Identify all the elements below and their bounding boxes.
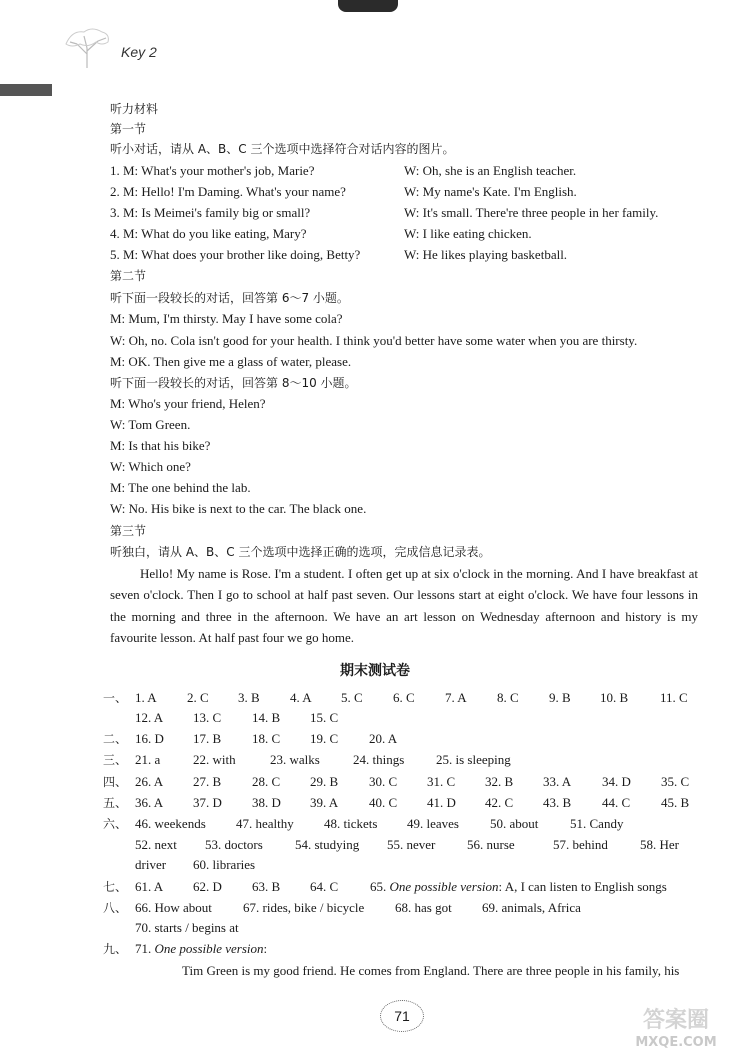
answer-item: 12. A xyxy=(135,710,164,725)
answer-item: 40. C xyxy=(369,795,398,810)
dialog-line: M: The one behind the lab. xyxy=(110,480,251,495)
section-label: 二、 xyxy=(103,732,128,746)
answer-item: 55. never xyxy=(387,837,436,852)
sec3-title: 第三节 xyxy=(110,524,147,538)
dialog-line: W: Tom Green. xyxy=(110,417,191,432)
answer-item: 66. How about xyxy=(135,900,212,915)
answer-item: 53. doctors xyxy=(205,837,263,852)
answer-item: 64. C xyxy=(310,879,339,894)
answer-item: 43. B xyxy=(543,795,572,810)
dialog-question: 1. M: What's your mother's job, Marie? xyxy=(110,163,315,178)
dialog-answer: W: My name's Kate. I'm English. xyxy=(404,184,577,199)
answer-item: 19. C xyxy=(310,731,339,746)
answer-item: 61. A xyxy=(135,879,164,894)
dialog-answer: W: It's small. There're three people in her family. xyxy=(404,205,659,220)
answer-item: driver xyxy=(135,857,167,872)
monologue-passage: Hello! My name is Rose. I'm a student. I often get up at six o'clock in the morning. And I have breakfast at seven o'clock. Then I go to school at half past seven. Our lessons start at eight o'clock. We have four lessons in the morning and three in the afternoon. We have an art lesson on Wednesday afternoon and history is my favourite lesson. At half past four we go home. xyxy=(110,566,698,646)
answer-item: 15. C xyxy=(310,710,339,725)
answer-item: 38. D xyxy=(252,795,281,810)
answer-item: 34. D xyxy=(602,774,631,789)
answer-item: 54. studying xyxy=(295,837,360,852)
answer-item: 36. A xyxy=(135,795,164,810)
section-label: 五、 xyxy=(103,796,128,810)
answer-item: 44. C xyxy=(602,795,631,810)
sec2-instruction-1: 听下面一段较长的对话，回答第 6～7 小题。 xyxy=(110,291,349,305)
dialog-line: W: Oh, no. Cola isn't good for your health. I think you'd better have some water when you are thirsty. xyxy=(110,333,638,348)
key-label: Key 2 xyxy=(121,44,157,60)
dialog-line: W: No. His bike is next to the car. The black one. xyxy=(110,501,367,516)
answer-item: 41. D xyxy=(427,795,456,810)
answer-item: 58. Her xyxy=(640,837,679,852)
answer-item-65: 65. One possible version: A, I can listen to English songs xyxy=(370,879,667,894)
answer-item: 28. C xyxy=(252,774,281,789)
answer-item: 21. a xyxy=(135,752,161,767)
answer-item: 50. about xyxy=(490,816,539,831)
tree-icon xyxy=(62,24,112,70)
answer-item: 49. leaves xyxy=(407,816,459,831)
answer-item: 29. B xyxy=(310,774,339,789)
dialog-answer: W: Oh, she is an English teacher. xyxy=(404,163,577,178)
exam-title: 期末测试卷 xyxy=(340,663,410,679)
section-label: 四、 xyxy=(103,775,128,789)
composition-passage: Tim Green is my good friend. He comes from England. There are three people in his family, his xyxy=(182,963,680,978)
answer-item: 51. Candy xyxy=(570,816,624,831)
page-number: 71 xyxy=(380,1000,424,1032)
left-tab-decoration xyxy=(0,84,52,96)
answer-item: 2. C xyxy=(187,690,209,705)
dialog-line: M: Mum, I'm thirsty. May I have some cola? xyxy=(110,311,343,326)
section-label: 三、 xyxy=(103,753,128,767)
sec2-instruction-2: 听下面一段较长的对话，回答第 8～10 小题。 xyxy=(110,376,357,390)
answer-item: 7. A xyxy=(445,690,467,705)
dialog-answer: W: He likes playing basketball. xyxy=(404,247,568,262)
answer-item: 35. C xyxy=(661,774,690,789)
answer-item: 1. A xyxy=(135,690,157,705)
answer-item: 70. starts / begins at xyxy=(135,920,239,935)
answer-item: 45. B xyxy=(661,795,690,810)
section-label: 八、 xyxy=(103,901,128,915)
dialog-line: M: Is that his bike? xyxy=(110,438,211,453)
answer-item: 16. D xyxy=(135,731,164,746)
answer-item: 56. nurse xyxy=(467,837,515,852)
dialog-question: 2. M: Hello! I'm Daming. What's your name? xyxy=(110,184,346,199)
dialog-line: M: OK. Then give me a glass of water, please. xyxy=(110,354,352,369)
dialog-question: 4. M: What do you like eating, Mary? xyxy=(110,226,307,241)
section-label: 一、 xyxy=(103,691,128,705)
answer-item: 27. B xyxy=(193,774,222,789)
answer-item: 47. healthy xyxy=(236,816,294,831)
answer-item: 37. D xyxy=(193,795,222,810)
listening-heading: 听力材料 xyxy=(110,102,159,116)
answer-item: 17. B xyxy=(193,731,222,746)
dialog-question: 5. M: What does your brother like doing, Betty? xyxy=(110,247,361,262)
answer-item: 11. C xyxy=(660,690,688,705)
dialog-line: W: Which one? xyxy=(110,459,191,474)
answer-item: 14. B xyxy=(252,710,281,725)
answer-item: 4. A xyxy=(290,690,312,705)
section-label: 九、 xyxy=(103,942,128,956)
dialog-question: 3. M: Is Meimei's family big or small? xyxy=(110,205,311,220)
answer-item: 9. B xyxy=(549,690,571,705)
answer-item: 8. C xyxy=(497,690,519,705)
answer-item: 5. C xyxy=(341,690,363,705)
sec3-instruction: 听独白，请从 A、B、C 三个选项中选择正确的选项，完成信息记录表。 xyxy=(110,545,491,559)
sec2-title: 第二节 xyxy=(110,269,147,283)
answer-item: 23. walks xyxy=(270,752,320,767)
answer-item: 3. B xyxy=(238,690,260,705)
section-label: 七、 xyxy=(103,880,128,894)
answer-item: 46. weekends xyxy=(135,816,206,831)
dialog-answer: W: I like eating chicken. xyxy=(404,226,532,241)
answer-item: 30. C xyxy=(369,774,398,789)
answer-item: 18. C xyxy=(252,731,281,746)
answer-item: 24. things xyxy=(353,752,405,767)
answer-item: 6. C xyxy=(393,690,415,705)
answer-item: 57. behind xyxy=(553,837,608,852)
answer-item: 20. A xyxy=(369,731,398,746)
answer-item: 62. D xyxy=(193,879,222,894)
dialog-line: M: Who's your friend, Helen? xyxy=(110,396,266,411)
answer-item: 31. C xyxy=(427,774,456,789)
watermark-logo: 答案圈 MXQE.COM xyxy=(635,1008,717,1050)
section-label: 六、 xyxy=(103,817,128,831)
answer-item: 25. is sleeping xyxy=(436,752,511,767)
answer-item: 13. C xyxy=(193,710,222,725)
answer-item: 68. has got xyxy=(395,900,452,915)
sec1-title: 第一节 xyxy=(110,122,147,136)
top-tab-decoration xyxy=(338,0,398,12)
answer-item: 67. rides, bike / bicycle xyxy=(243,900,365,915)
answer-item: 52. next xyxy=(135,837,177,852)
answer-item: 22. with xyxy=(193,752,236,767)
answer-item: 39. A xyxy=(310,795,339,810)
answer-item: 60. libraries xyxy=(193,857,256,872)
answer-item-71: 71. One possible version: xyxy=(135,941,268,956)
answer-item: 32. B xyxy=(485,774,514,789)
answer-item: 48. tickets xyxy=(324,816,378,831)
answer-item: 63. B xyxy=(252,879,281,894)
answer-item: 10. B xyxy=(600,690,629,705)
answer-item: 33. A xyxy=(543,774,572,789)
answer-item: 42. C xyxy=(485,795,514,810)
answer-item: 69. animals, Africa xyxy=(482,900,581,915)
sec1-instruction: 听小对话，请从 A、B、C 三个选项中选择符合对话内容的图片。 xyxy=(110,142,455,156)
answer-item: 26. A xyxy=(135,774,164,789)
